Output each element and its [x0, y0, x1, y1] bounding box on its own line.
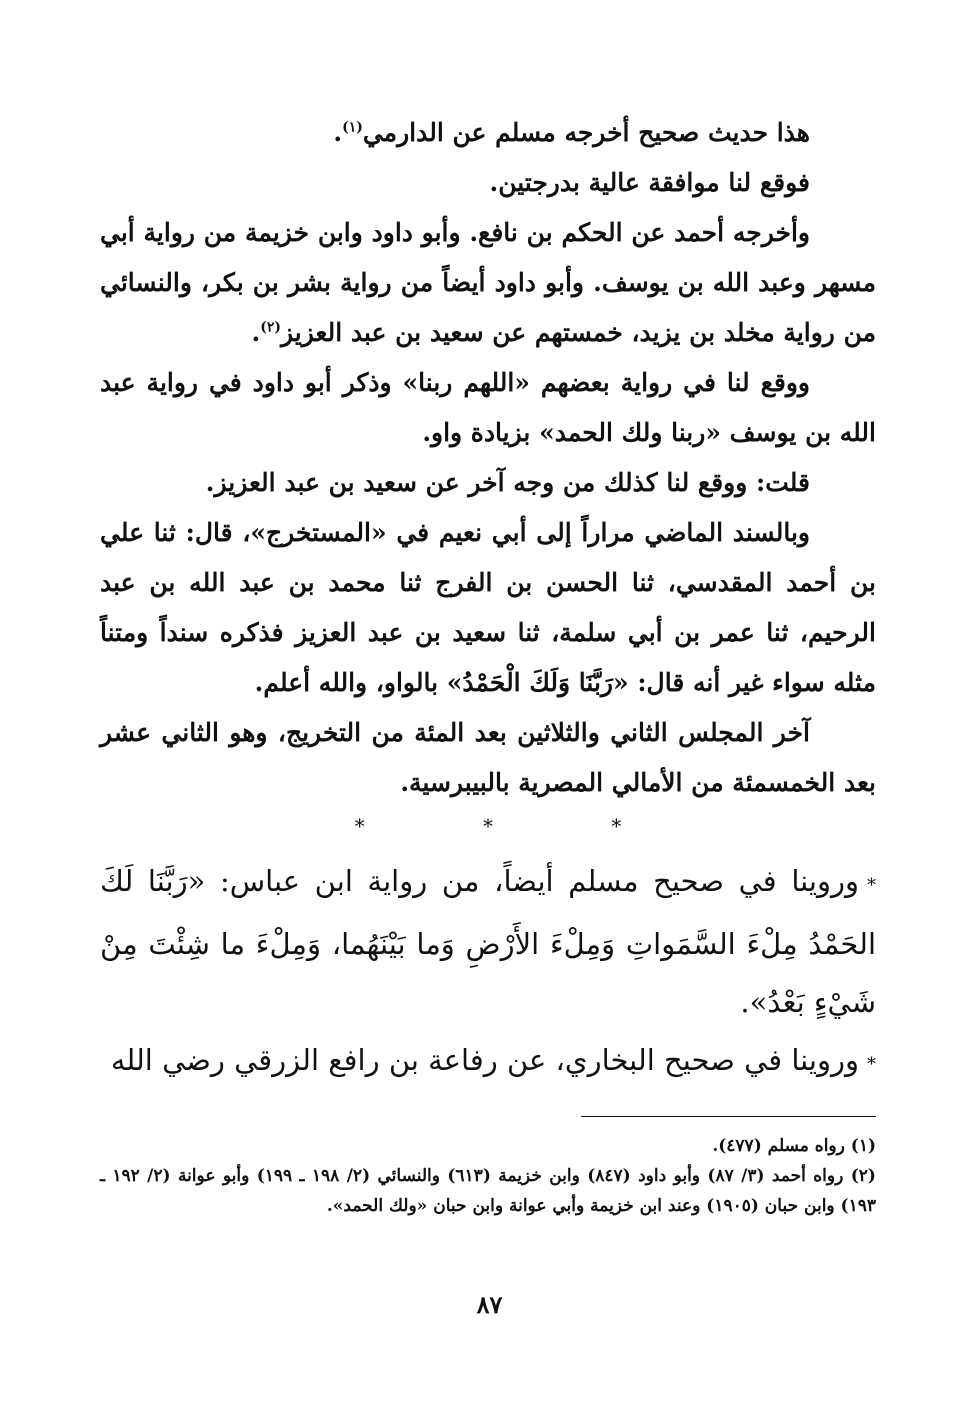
- paragraph-6: وبالسند الماضي مراراً إلى أبي نعيم في «المستخرج»، قال: ثنا علي بن أحمد المقدسي، ثنا الحسن بن الفرج ثنا محمد بن عبد الله بن عبد الرحيم، ثنا عمر بن أبي سلمة، ثنا سعيد بن عبد العزيز فذكره سنداً ومتناً مثله سواء غير أنه قال: «رَبَّنَا وَلَكَ الْحَمْدُ» بالواو، والله أعلم.: [100, 518, 876, 697]
- paragraph-4: ووقع لنا في رواية بعضهم «اللهم ربنا» وذكر أبو داود في رواية عبد الله بن يوسف «ربنا ولك الحمد» بزيادة واو.: [100, 368, 876, 447]
- footnote-divider: [581, 1116, 876, 1117]
- paragraph-1: هذا حديث صحيح أخرجه مسلم عن الدارمي$^{(١)}$.: [333, 118, 810, 147]
- quote-paragraph-2: *وروينا في صحيح البخاري، عن رفاعة بن رافع الزرقي رضي الله: [110, 1043, 876, 1077]
- footnote-2: (٢) رواه أحمد (٣/ ٨٧) وأبو داود (٨٤٧) وابن خزيمة (٦١٣) والنسائي (٢/ ١٩٨ ـ ١٩٩) وأبو عوانة (٢/ ١٩٢ ـ ١٩٣) وابن حبان (١٩٠٥) وعند ابن خزيمة وأبي عوانة وابن حبان «ولك الحمد».: [100, 1166, 876, 1216]
- footnote-1: (١) رواه مسلم (٤٧٧).: [712, 1136, 876, 1156]
- paragraph-2: فوقع لنا موافقة عالية بدرجتين.: [489, 168, 810, 197]
- footnote-ref-1[interactable]: (١): [342, 119, 363, 136]
- section-separator: * * *: [354, 814, 678, 838]
- footnote-ref-2[interactable]: (٢): [260, 319, 281, 336]
- page-number: ٨٧: [476, 1290, 503, 1319]
- asterisk-icon: *: [867, 875, 876, 896]
- paragraph-7: آخر المجلس الثاني والثلاثين بعد المئة من التخريج، وهو الثاني عشر بعد الخمسمئة من الأمالي المصرية بالبيبرسية.: [100, 718, 876, 797]
- paragraph-3: وأخرجه أحمد عن الحكم بن نافع. وأبو داود وابن خزيمة من رواية أبي مسهر وعبد الله بن يوسف. وأبو داود أيضاً من رواية بشر بن بكر، والنسائي من رواية مخلد بن يزيد، خمستهم عن سعيد بن عبد العزيز$^{(٢)}$.: [100, 218, 876, 347]
- asterisk-icon: *: [867, 1054, 876, 1075]
- page-body: [100, 108, 876, 1221]
- quote-paragraph-1: *وروينا في صحيح مسلم أيضاً، من رواية ابن عباس: «رَبَّنَا لَكَ الحَمْدُ مِلْءَ السَّمَواتِ وَمِلْءَ الأَرْضِ وَما بَيْنَهُما، وَمِلْءَ ما شِئْتَ مِنْ شَيْءٍ بَعْدُ».: [100, 864, 876, 1019]
- paragraph-5: قلت: ووقع لنا كذلك من وجه آخر عن سعيد بن عبد العزيز.: [205, 468, 810, 497]
